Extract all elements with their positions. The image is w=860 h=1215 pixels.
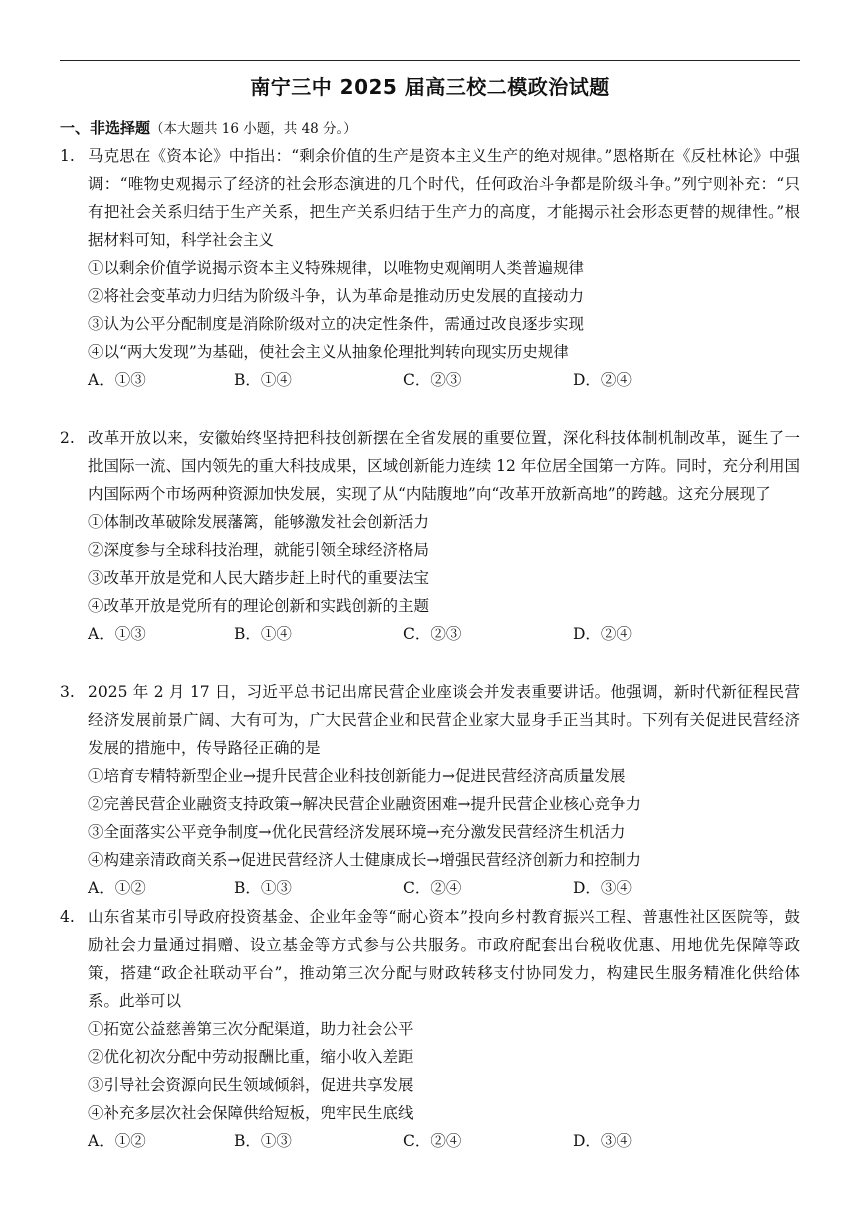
answer-choices	[88, 1127, 800, 1155]
choice-d[interactable]: D．②④	[573, 371, 632, 389]
option-statement: ③引导社会资源向民生领域倾斜，促进共享发展	[88, 1076, 414, 1094]
question-body	[88, 142, 800, 394]
choice-b[interactable]: B．①④	[234, 371, 292, 389]
option-statement: ④改革开放是党所有的理论创新和实践创新的主题	[88, 597, 430, 615]
question-stem: 马克思在《资本论》中指出：“剩余价值的生产是资本主义生产的绝对规律。”恩格斯在《反杜林论》中强调：“唯物史观揭示了经济的社会形态演进的几个时代，任何政治斗争都是阶级斗争。”列宁则补充：“只有把社会关系归结于生产关系，把生产关系归结于生产力的高度，才能揭示社会形态更替的规律性。”根据材料可知，科学社会主义	[88, 147, 800, 249]
question-number: 3.	[60, 683, 75, 701]
section-title: 一、非选择题	[60, 119, 151, 137]
section-heading	[60, 116, 800, 141]
choice-c[interactable]: C．②③	[403, 371, 462, 389]
header-rule	[60, 60, 800, 61]
choice-c[interactable]: C．②④	[403, 879, 462, 897]
option-statement: ④以“两大发现”为基础，使社会主义从抽象伦理批判转向现实历史规律	[88, 343, 569, 361]
choice-c[interactable]: C．②③	[403, 625, 462, 643]
question-stem: 改革开放以来，安徽始终坚持把科技创新摆在全省发展的重要位置，深化科技体制机制改革，诞生了一批国际一流、国内领先的重大科技成果，区域创新能力连续 12 年位居全国第一方阵。同时，充分利用国内国际两个市场两种资源加快发展，实现了从“内陆腹地”向“改革开放新高地”的跨越。这充分展现了	[88, 429, 800, 503]
option-statement: ②将社会变革动力归结为阶级斗争，认为革命是推动历史发展的直接动力	[88, 287, 585, 305]
question-number: 1.	[60, 147, 75, 165]
choice-a[interactable]: A．①②	[88, 879, 146, 897]
option-statement: ①以剩余价值学说揭示资本主义特殊规律，以唯物史观阐明人类普遍规律	[88, 259, 585, 277]
answer-choices	[88, 366, 800, 394]
choice-a[interactable]: A．①③	[88, 625, 146, 643]
option-statement: ①培育专精特新型企业→提升民营企业科技创新能力→促进民营经济高质量发展	[88, 767, 626, 785]
answer-choices	[88, 620, 800, 648]
option-statement: ③认为公平分配制度是消除阶级对立的决定性条件，需通过改良逐步实现	[88, 315, 585, 333]
choice-d[interactable]: D．③④	[573, 1132, 632, 1150]
choice-c[interactable]: C．②④	[403, 1132, 462, 1150]
choice-a[interactable]: A．①②	[88, 1132, 146, 1150]
question-number: 4.	[60, 908, 75, 926]
question-number: 2.	[60, 429, 75, 447]
question-body	[88, 678, 800, 902]
choice-b[interactable]: B．①④	[234, 625, 292, 643]
section-note: （本大题共 16 小题，共 48 分。）	[150, 121, 357, 137]
option-statement: ②完善民营企业融资支持政策→解决民营企业融资困难→提升民营企业核心竞争力	[88, 795, 641, 813]
option-statement: ①拓宽公益慈善第三次分配渠道，助力社会公平	[88, 1020, 414, 1038]
choice-d[interactable]: D．②④	[573, 625, 632, 643]
option-statement: ③全面落实公平竞争制度→优化民营经济发展环境→充分激发民营经济生机活力	[88, 823, 626, 841]
question-stem: 山东省某市引导政府投资基金、企业年金等“耐心资本”投向乡村教育振兴工程、普惠性社区医院等，鼓励社会力量通过捐赠、设立基金等方式参与公共服务。市政府配套出台税收优惠、用地优先保障等政策，搭建“政企社联动平台”，推动第三次分配与财政转移支付协同发力，构建民生服务精准化供给体系。此举可以	[88, 908, 800, 1010]
option-statement: ②深度参与全球科技治理，就能引领全球经济格局	[88, 541, 430, 559]
option-statement: ①体制改革破除发展藩篱，能够激发社会创新活力	[88, 513, 430, 531]
question-body	[88, 903, 800, 1155]
option-statement: ④补充多层次社会保障供给短板，兜牢民生底线	[88, 1104, 414, 1122]
question-body	[88, 424, 800, 648]
option-statement: ④构建亲清政商关系→促进民营经济人士健康成长→增强民营经济创新力和控制力	[88, 851, 641, 869]
option-statement: ②优化初次分配中劳动报酬比重，缩小收入差距	[88, 1048, 414, 1066]
question-stem: 2025 年 2 月 17 日，习近平总书记出席民营企业座谈会并发表重要讲话。他强调，新时代新征程民营经济发展前景广阔、大有可为，广大民营企业和民营企业家大显身手正当其时。下列有关促进民营经济发展的措施中，传导路径正确的是	[88, 683, 800, 757]
choice-b[interactable]: B．①③	[234, 879, 292, 897]
choice-d[interactable]: D．③④	[573, 879, 632, 897]
answer-choices	[88, 874, 800, 902]
choice-a[interactable]: A．①③	[88, 371, 146, 389]
choice-b[interactable]: B．①③	[234, 1132, 292, 1150]
page-title: 南宁三中 2025 届高三校二模政治试题	[250, 75, 610, 99]
option-statement: ③改革开放是党和人民大踏步赶上时代的重要法宝	[88, 569, 430, 587]
